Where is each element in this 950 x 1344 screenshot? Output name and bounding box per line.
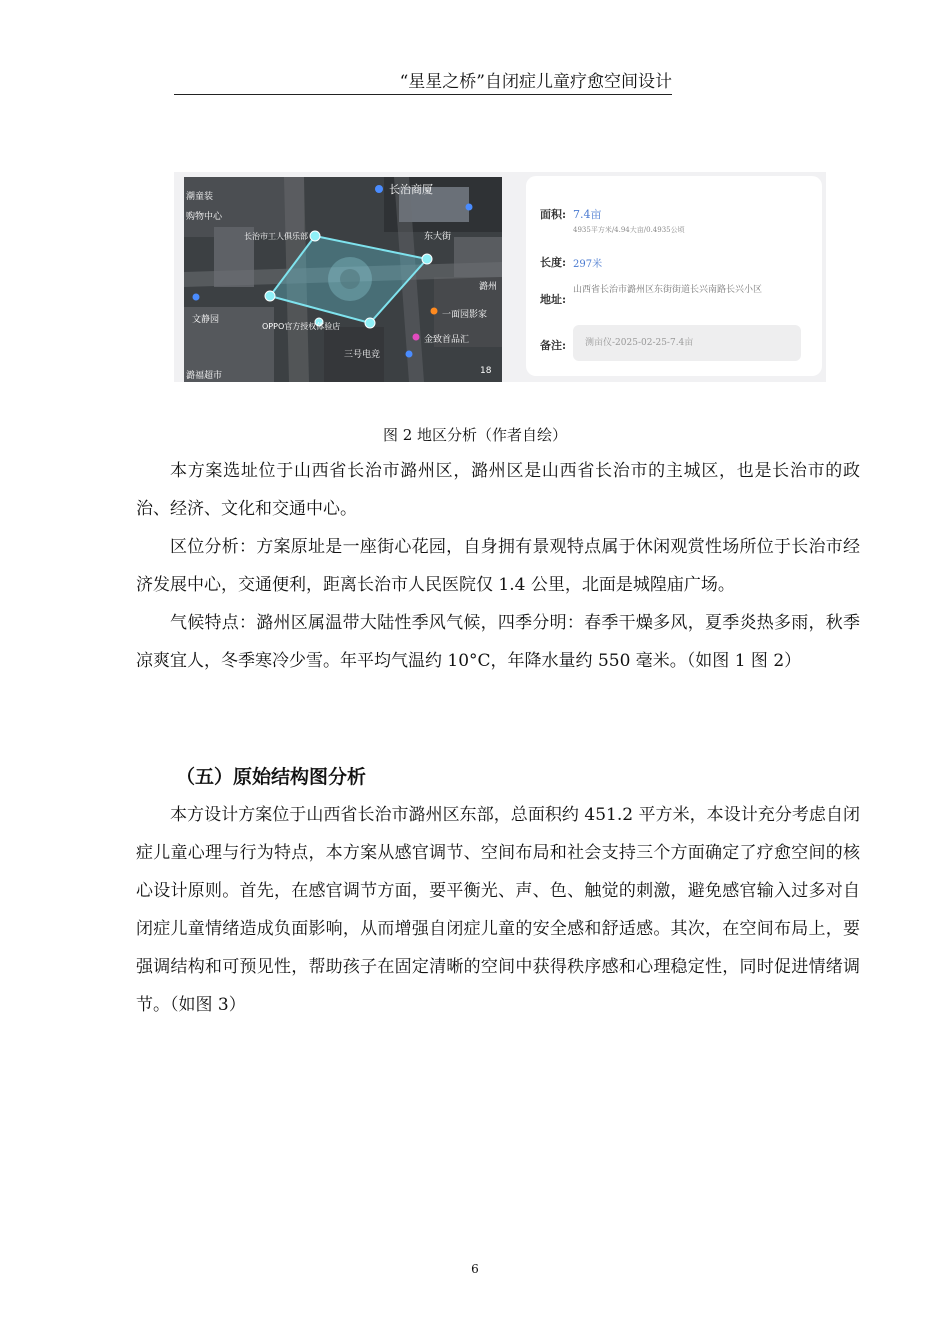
map-label-right-mid: 潞州 bbox=[479, 282, 498, 292]
area-label: 面积: bbox=[540, 208, 567, 221]
note-box bbox=[573, 325, 801, 361]
map-label-east: 东大街 bbox=[424, 232, 452, 242]
header-title: “星星之桥”自闭症儿童疗愈空间设计 bbox=[399, 72, 672, 92]
area-subtext: 4935平方米/4.94大亩/0.4935公顷 bbox=[573, 226, 685, 234]
paragraph-structure: 本方设计方案位于山西省长治市潞州区东部，总面积约 451.2 平方米，本设计充分考虑自闭症儿童心理与行为特点，本方案从感官调节、空间布局和社会支持三个方面确定了疗愈空间的核心设计原则。首先，在感官调节方面，要平衡光、声、色、触觉的刺激，避免感官输入过多对自闭症儿童情绪造成负面影响，从而增强自闭症儿童的安全感和舒适感。其次，在空间布局上，要强调结构和可预见性，帮助孩子在固定清晰的空间中获得秩序感和心理稳定性，同时促进情绪调节。（如图 3） bbox=[136, 805, 860, 1015]
map-label-num: 18 bbox=[480, 366, 492, 376]
page-number: 6 bbox=[471, 1262, 479, 1276]
length-label: 长度: bbox=[540, 256, 567, 269]
satellite-map bbox=[184, 177, 502, 382]
store-pin-icon bbox=[413, 334, 420, 341]
note-value: 测亩仪-2025-02-25-7.4亩 bbox=[585, 338, 694, 348]
map-label-club: 长治市工人俱乐部 bbox=[244, 232, 308, 241]
paragraph-site-analysis: 区位分析：方案原址是一座街心花园，自身拥有景观特点属于休闲观赏性场所位于长治市经济发展中心，交通便利，距离长治市人民医院仅 1.4 公里，北面是城隍庙广场。 bbox=[136, 537, 860, 595]
paragraph-location: 本方案选址位于山西省长治市潞州区，潞州区是山西省长治市的主城区，也是长治市的政治、经济、文化和交通中心。 bbox=[136, 461, 860, 519]
map-label-oppo: OPPO官方授权体验店 bbox=[262, 322, 341, 331]
map-label-shopping: 购物中心 bbox=[186, 212, 223, 222]
page-header bbox=[174, 70, 672, 95]
area-value: 7.4亩 bbox=[573, 208, 602, 221]
measurement-panel bbox=[526, 176, 822, 376]
shop-pin-icon bbox=[431, 308, 438, 315]
address-value: 山西省长治市潞州区东街街道长兴南路长兴小区 bbox=[573, 285, 763, 295]
section-heading: （五）原始结构图分析 bbox=[176, 766, 367, 788]
figure-caption: 图 2 地区分析（作者自绘） bbox=[382, 426, 568, 444]
map-label-electronics: 三号电竞 bbox=[344, 350, 381, 360]
map-label-top-left: 潮童装 bbox=[186, 192, 214, 202]
map-label-supermarket: 潞福超市 bbox=[186, 371, 223, 381]
figure-2 bbox=[174, 172, 826, 382]
map-label-studio: 一面园影家 bbox=[442, 310, 488, 320]
address-label: 地址: bbox=[540, 293, 567, 306]
map-label-top-building: 长治商厦 bbox=[389, 183, 433, 196]
map-label-bookstore: 文静园 bbox=[192, 315, 220, 325]
length-value: 297米 bbox=[573, 259, 603, 270]
note-label: 备注: bbox=[540, 339, 567, 352]
paragraph-climate: 气候特点：潞州区属温带大陆性季风气候，四季分明：春季干燥多风，夏季炎热多雨，秋季凉爽宜人，冬季寒冷少雪。年平均气温约 10°C，年降水量约 550 毫米。（如图 1 图 2） bbox=[136, 613, 860, 671]
section-text bbox=[136, 796, 860, 1024]
map-label-jewelry: 金致首品汇 bbox=[424, 335, 470, 345]
intro-text bbox=[136, 452, 860, 680]
